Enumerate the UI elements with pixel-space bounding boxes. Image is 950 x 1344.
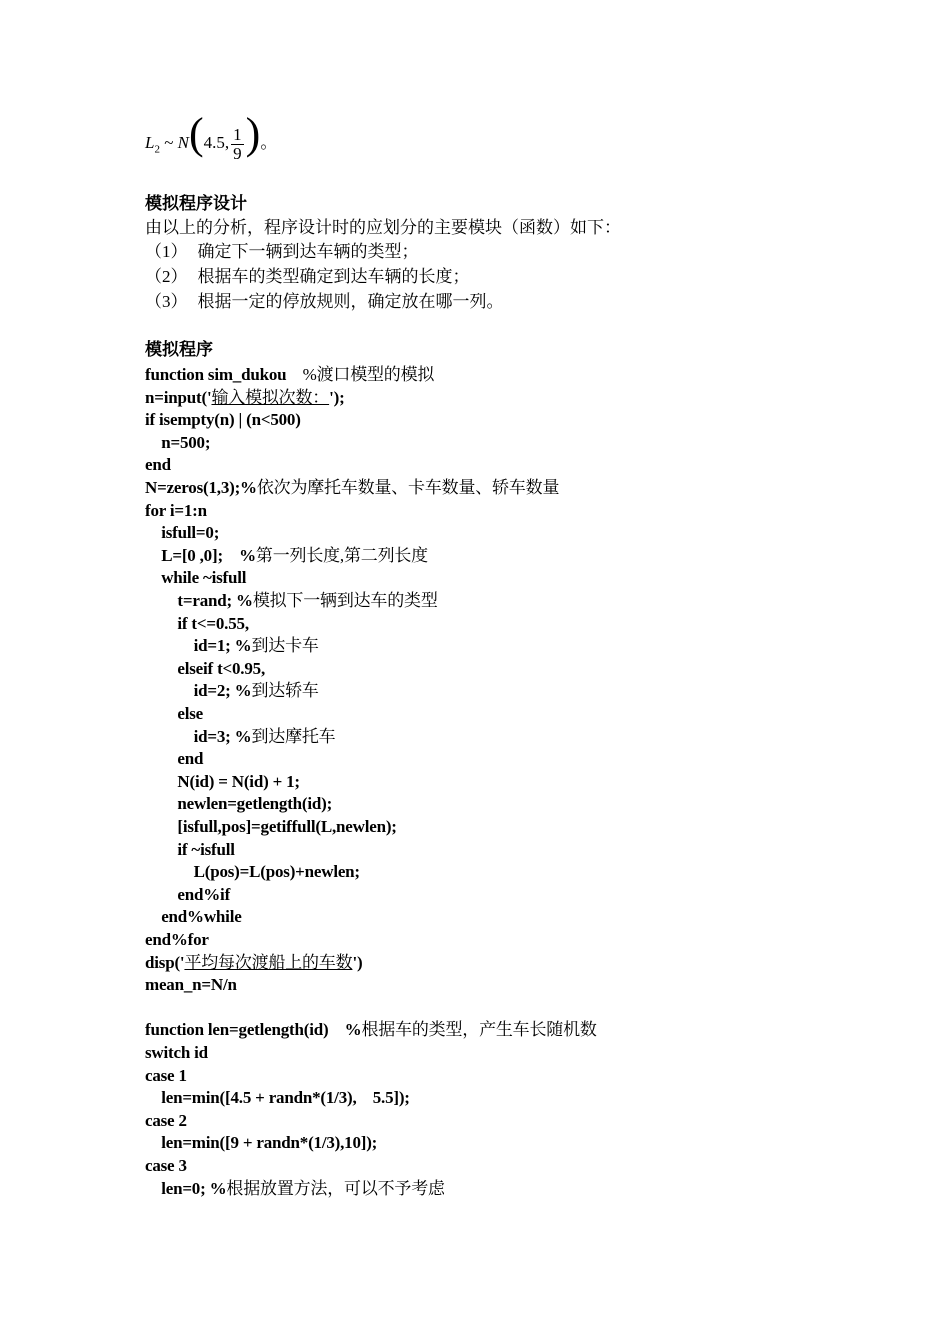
code-comment: 到达轿车 (251, 681, 319, 701)
code-text: newlen=getlength(id); (145, 794, 333, 814)
code-line (145, 567, 246, 589)
code-line (145, 793, 332, 815)
code-line (145, 1155, 187, 1177)
code-line (145, 816, 397, 838)
code-comment: 模拟下一辆到达车的类型 (252, 591, 438, 610)
formula-tilde: ~ (164, 133, 174, 152)
code-line (145, 364, 434, 386)
list-item-number: （2） (145, 267, 188, 286)
list-item-text: 根据车的类型确定到达车辆的长度； (197, 267, 470, 286)
formula-fraction (231, 126, 244, 163)
code-text: id=1; % (145, 636, 252, 656)
code-text: isfull=0; (145, 523, 220, 543)
code-comment: %渡口模型的模拟 (286, 365, 435, 384)
code-text: for i=1:n (145, 500, 207, 520)
code-line (145, 703, 203, 725)
code-line (145, 635, 319, 657)
code-line (145, 680, 319, 702)
code-text: if isempty(n) | (n<500) (145, 410, 301, 430)
code-comment: 根据放置方法，可以不予考虑 (226, 1178, 445, 1198)
code-line (145, 545, 428, 567)
code-comment: 到达卡车 (251, 636, 319, 656)
code-text: switch id (145, 1043, 208, 1062)
formula-right-paren: ) (245, 109, 261, 158)
code-text: N(id) = N(id) + 1; (145, 771, 300, 791)
code-line (145, 454, 171, 476)
code-line (145, 432, 210, 454)
formula-end: 。 (260, 133, 278, 152)
code-line (145, 613, 249, 635)
list-item (145, 266, 470, 288)
code-line (145, 1178, 445, 1200)
code-text: L(pos)=L(pos)+newlen; (145, 862, 360, 882)
code-text: end (145, 455, 171, 475)
formula-mean: 4.5, (203, 133, 230, 152)
code-line (145, 500, 207, 522)
code-text: [isfull,pos]=getiffull(L,newlen); (145, 817, 397, 836)
code-line (145, 884, 230, 906)
code-line (145, 522, 219, 544)
code-text: id=3; % (145, 726, 252, 746)
code-line (145, 1019, 597, 1041)
code-string-literal: 输入模拟次数： (211, 387, 330, 407)
code-text: else (145, 704, 204, 723)
section-intro: 由以上的分析，程序设计时的应划分的主要模块（函数）如下： (145, 218, 621, 237)
code-text: len=min([4.5 + randn*(1/3), 5.5]); (145, 1088, 410, 1108)
code-text: function sim_dukou (145, 365, 287, 384)
list-item (145, 241, 419, 263)
code-text: function len=getlength(id) % (145, 1020, 362, 1040)
section-title-program: 模拟程序 (145, 340, 213, 359)
code-text: end%for (145, 930, 209, 949)
code-line (145, 387, 345, 409)
formula-frac-den: 9 (233, 143, 242, 163)
code-text: id=2; % (145, 681, 252, 701)
code-line (145, 1042, 208, 1064)
code-line (145, 590, 438, 612)
code-text: mean_n=N/n (145, 975, 237, 995)
code-text: end (145, 749, 204, 769)
code-line (145, 1087, 410, 1109)
list-item-text: 根据一定的停放规则，确定放在哪一列。 (197, 292, 504, 311)
code-line (145, 477, 559, 499)
code-line (145, 1132, 377, 1154)
code-text: case 3 (145, 1156, 187, 1175)
formula-dist: N (177, 133, 190, 152)
code-line (145, 906, 242, 928)
section-title-design: 模拟程序设计 (145, 194, 247, 213)
code-line (145, 771, 300, 793)
code-line (145, 658, 265, 680)
code-text: t=rand; % (145, 591, 253, 610)
code-line (145, 974, 237, 996)
code-comment: 到达摩托车 (251, 726, 336, 746)
code-text: N=zeros(1,3);% (145, 478, 257, 497)
code-text: case 1 (145, 1065, 187, 1085)
code-line (145, 839, 235, 861)
code-text: while ~isfull (145, 568, 247, 588)
code-text: disp(' (145, 952, 185, 972)
code-text: n=500; (145, 432, 211, 452)
list-item-number: （1） (145, 242, 188, 261)
code-comment: 根据车的类型，产生车长随机数 (361, 1020, 597, 1040)
code-text: if ~isfull (145, 839, 235, 859)
code-text: end%if (145, 884, 231, 904)
code-text: len=min([9 + randn*(1/3),10]); (145, 1133, 378, 1153)
code-comment: 第一列长度,第二列长度 (255, 545, 428, 565)
formula-lhs: L (145, 133, 155, 152)
formula-subscript: 2 (154, 143, 160, 156)
code-line (145, 748, 203, 770)
code-text: len=0; % (145, 1178, 227, 1198)
list-item-text: 确定下一辆到达车辆的类型； (197, 242, 419, 261)
code-line (145, 1110, 187, 1132)
code-line (145, 861, 360, 883)
code-text: case 2 (145, 1110, 187, 1130)
code-text-tail: ') (352, 952, 363, 972)
formula-left-paren: ( (189, 109, 204, 158)
code-string-literal: 平均每次渡船上的车数 (184, 952, 353, 972)
code-line (145, 929, 209, 951)
distribution-formula (145, 109, 345, 172)
list-item-number: （3） (145, 292, 188, 311)
code-text: n=input(' (145, 387, 212, 407)
code-text: elseif t<0.95, (145, 658, 266, 678)
code-line (145, 952, 362, 974)
code-text: end%while (145, 907, 242, 927)
code-line (145, 1065, 187, 1087)
code-comment: 依次为摩托车数量、卡车数量、轿车数量 (256, 478, 560, 497)
code-text: if t<=0.55, (145, 613, 249, 633)
code-text-tail: '); (329, 387, 345, 407)
list-item (145, 291, 504, 313)
code-line (145, 726, 335, 748)
formula-frac-num: 1 (233, 124, 242, 144)
code-text: L=[0 ,0]; % (145, 545, 256, 565)
code-line (145, 409, 301, 431)
